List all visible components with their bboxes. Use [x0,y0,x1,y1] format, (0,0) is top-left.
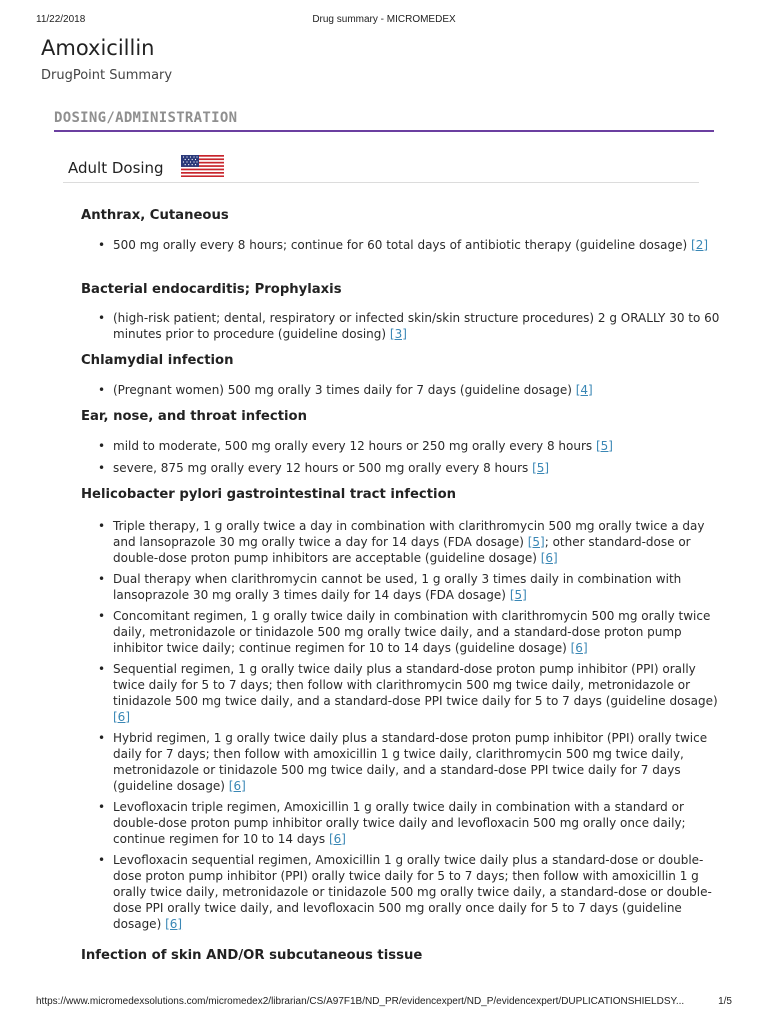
dose-item: • Triple therapy, 1 g orally twice a day in combination with clarithromycin 500 mg orally twice a day and lansoprazole 30 mg orally twice a day for 14 days (FDA dosage) [5]; other standard-dose or double-dose proton pump inhibitors are acceptable (guideline dosage) [6] [98,519,705,565]
indication-title: Anthrax, Cutaneous [81,208,229,223]
dose-list [86,237,721,253]
dose-list [86,518,721,932]
drug-name: Amoxicillin [41,36,155,60]
reference-link[interactable]: [6] [570,641,588,655]
bullet-icon: • [98,731,106,745]
subsection-divider [63,182,699,183]
indication-title: Helicobacter pylori gastrointestinal tract infection [81,487,457,502]
dose-list [86,438,721,476]
print-footer [36,996,732,1010]
reference-link[interactable]: [4] [575,383,593,397]
dose-item: • severe, 875 mg orally every 12 hours or 500 mg orally every 8 hours [5] [98,461,550,475]
page-number: 1/5 [718,996,732,1007]
us-flag-icon [181,155,224,177]
print-date: 11/22/2018 [36,14,86,25]
reference-link[interactable]: [5] [595,439,613,453]
dose-item: • Sequential regimen, 1 g orally twice daily plus a standard-dose proton pump inhibitor (PPI) orally twice daily for 5 to 7 days; then follow with clarithromycin 500 mg twice daily, metronidazole or tinidazole 500 mg twice daily, and a standard-dose PPI twice daily for 5 to 7 days (guideline dosage) [6] [98,662,718,724]
indication-title: Ear, nose, and throat infection [81,409,307,424]
dose-item: • Levofloxacin sequential regimen, Amoxicillin 1 g orally twice daily plus a standard-dose or double-dose proton pump inhibitor (PPI) orally twice daily for 5 to 7 days; then follow with amoxicillin 1 g orally twice daily, metronidazole or tinidazole 500 mg orally twice daily, a standard-dose or double-dose PPI orally twice daily, and levofloxacin 500 mg orally once daily for 5 to 7 days (guideline dosage) [6] [98,853,712,931]
bullet-icon: • [98,572,106,586]
bullet-icon: • [98,609,106,623]
reference-link[interactable]: [6] [228,779,246,793]
reference-link[interactable]: [6] [165,917,183,931]
section-divider [54,130,714,132]
reference-link[interactable]: [2] [691,238,709,252]
bullet-icon: • [98,439,106,453]
print-page-title: Drug summary - MICROMEDEX [312,14,456,25]
dose-item: • Levofloxacin triple regimen, Amoxicillin 1 g orally twice daily in combination with a standard or double-dose proton pump inhibitor orally twice daily and levofloxacin 500 mg orally once daily; continue regimen for 10 to 14 days [6] [98,800,686,846]
reference-link[interactable]: [5] [527,535,545,549]
indication-title: Infection of skin AND/OR subcutaneous tissue [81,948,423,963]
bullet-icon: • [98,853,106,867]
dose-list [86,382,721,398]
dose-list [86,310,721,342]
dose-item: • 500 mg orally every 8 hours; continue for 60 total days of antibiotic therapy (guideline dosage) [2] [98,238,709,252]
dose-item: • (Pregnant women) 500 mg orally 3 times daily for 7 days (guideline dosage) [4] [98,383,593,397]
print-header [36,14,732,30]
dose-item: • Concomitant regimen, 1 g orally twice daily in combination with clarithromycin 500 mg orally twice daily, metronidazole or tinidazole 500 mg orally twice daily, and a standard-dose proton pump inhibitor twice daily; continue regimen for 10 to 14 days (guideline dosage) [6] [98,609,711,655]
reference-link[interactable]: [6] [540,551,558,565]
reference-link[interactable]: [6] [113,710,130,724]
indication-title: Bacterial endocarditis; Prophylaxis [81,282,342,297]
bullet-icon: • [98,311,106,325]
dose-item: • (high-risk patient; dental, respiratory or infected skin/skin structure procedures) 2 g ORALLY 30 to 60 minutes prior to procedure (guideline dosing) [3] [98,311,720,341]
reference-link[interactable]: [5] [509,588,527,602]
bullet-icon: • [98,238,106,252]
section-title: DOSING/ADMINISTRATION [54,110,238,126]
drug-subtitle: DrugPoint Summary [41,68,173,83]
bullet-icon: • [98,461,106,475]
reference-link[interactable]: [5] [532,461,550,475]
subsection-title: Adult Dosing [68,159,164,177]
indication-title: Chlamydial infection [81,353,234,368]
reference-link[interactable]: [6] [328,832,346,846]
bullet-icon: • [98,662,106,676]
bullet-icon: • [98,519,106,533]
reference-link[interactable]: [3] [389,327,407,341]
dose-item: • Hybrid regimen, 1 g orally twice daily plus a standard-dose proton pump inhibitor (PPI) orally twice daily for 7 days; then follow with amoxicillin 1 g twice daily, clarithromycin 500 mg twice daily, metronidazole or tinidazole 500 mg twice daily, and a standard-dose PPI twice daily for 7 days (guideline dosage) [6] [98,731,708,793]
bullet-icon: • [98,800,106,814]
bullet-icon: • [98,383,106,397]
dose-item: • Dual therapy when clarithromycin cannot be used, 1 g orally 3 times daily in combination with lansoprazole 30 mg orally 3 times daily for 14 days (FDA dosage) [5] [98,572,682,602]
dose-item: • mild to moderate, 500 mg orally every 12 hours or 250 mg orally every 8 hours [5] [98,439,613,453]
print-url: https://www.micromedexsolutions.com/micromedex2/librarian/CS/A97F1B/ND_PR/evidencexpert/ND_P/evidencexpert/DUPLICATIONSHIELDSY... [36,996,685,1007]
